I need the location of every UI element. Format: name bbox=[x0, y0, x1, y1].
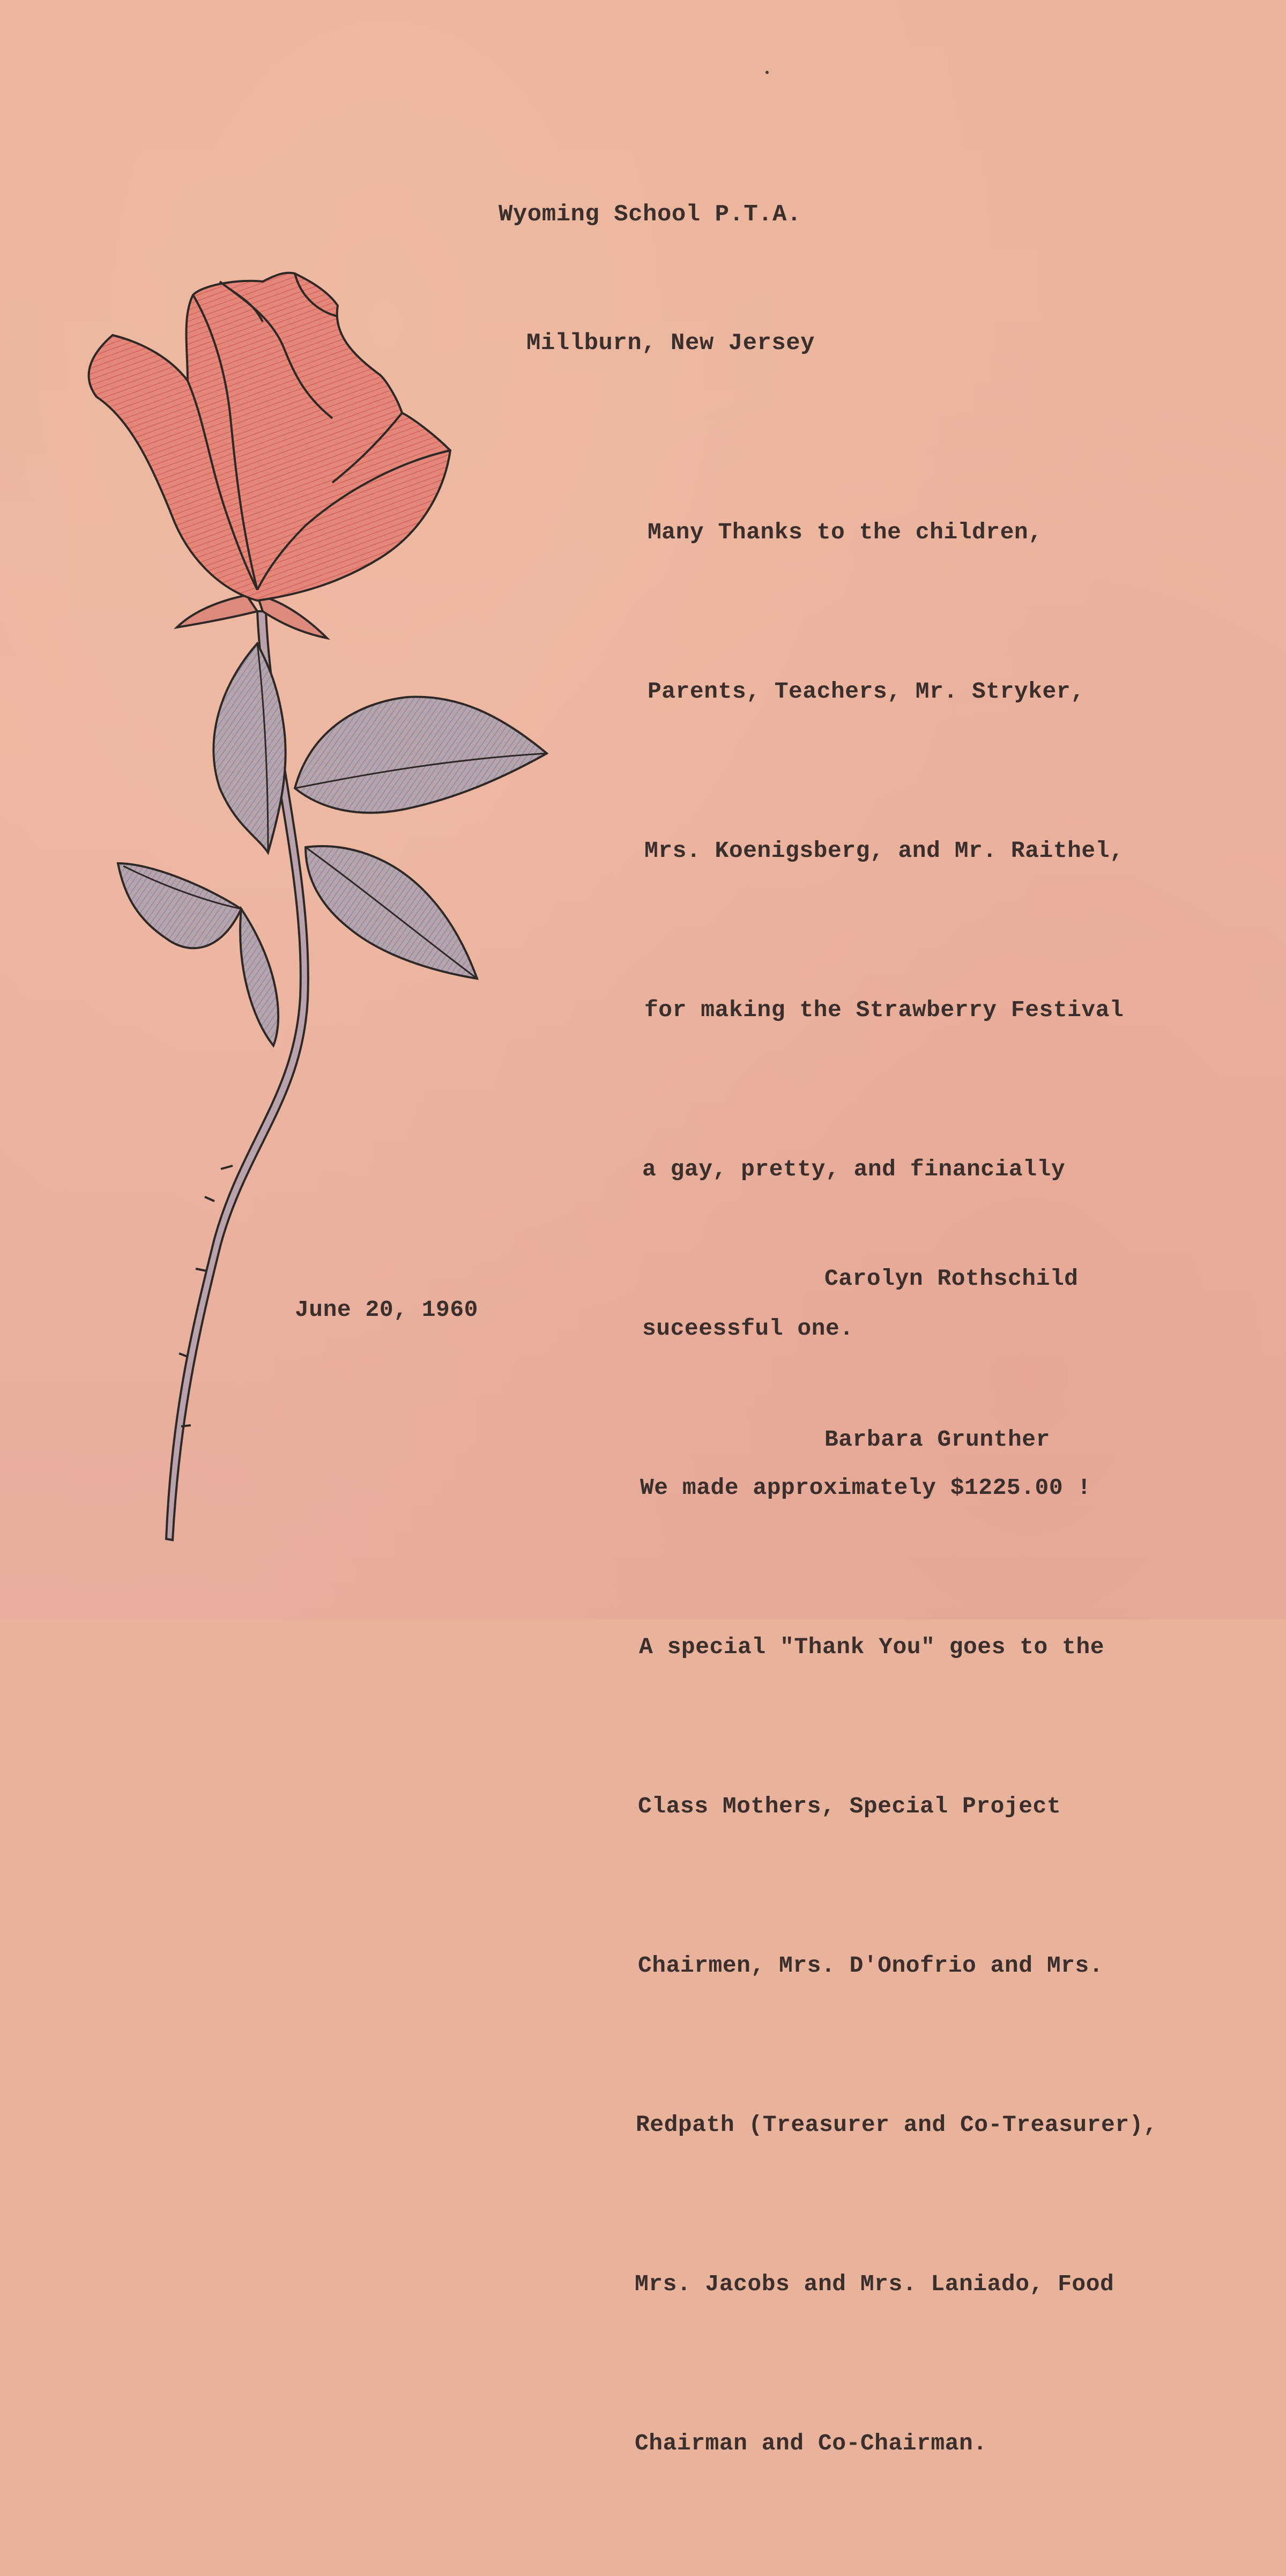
rose-leaf-middle bbox=[306, 846, 477, 979]
letterhead-organization: Wyoming School P.T.A. bbox=[499, 201, 801, 228]
body-line: Redpath (Treasurer and Co-Treasurer), bbox=[636, 2112, 1158, 2138]
letter-date: June 20, 1960 bbox=[295, 1297, 478, 1323]
body-line: suceessful one. bbox=[642, 1315, 854, 1342]
rose-bloom bbox=[89, 273, 450, 601]
body-line: Class Mothers, Special Project bbox=[638, 1793, 1061, 1819]
signature-block bbox=[824, 1145, 1078, 1574]
body-line: Chairman and Co-Chairman. bbox=[635, 2430, 987, 2456]
body-line: Chairmen, Mrs. D'Onofrio and Mrs. bbox=[638, 1952, 1104, 1979]
rose-leaf-lower-left bbox=[118, 863, 278, 1046]
body-line: Many Thanks to the children, bbox=[648, 519, 1043, 545]
rose-leaf-upper-left bbox=[213, 643, 285, 853]
signature-name: Barbara Grunther bbox=[824, 1426, 1050, 1453]
rose-sepals bbox=[177, 595, 327, 638]
signature-name: Carolyn Rothschild bbox=[824, 1265, 1079, 1292]
body-line: We made approximately $1225.00 ! bbox=[640, 1475, 1091, 1501]
body-line: A special "Thank You" goes to the bbox=[639, 1634, 1105, 1660]
body-line: Mrs. Jacobs and Mrs. Laniado, Food bbox=[635, 2271, 1114, 2297]
paper-speck bbox=[765, 71, 769, 74]
rose-drawing-icon bbox=[80, 257, 574, 1555]
rose-leaf-right bbox=[295, 697, 547, 813]
body-line: Parents, Teachers, Mr. Stryker, bbox=[648, 678, 1085, 705]
body-line: a gay, pretty, and financially bbox=[642, 1156, 1066, 1182]
body-line: Mrs. Koenigsberg, and Mr. Raithel, bbox=[644, 838, 1124, 864]
body-line: for making the Strawberry Festival bbox=[644, 997, 1124, 1023]
letterhead-location: Millburn, New Jersey bbox=[526, 330, 815, 357]
